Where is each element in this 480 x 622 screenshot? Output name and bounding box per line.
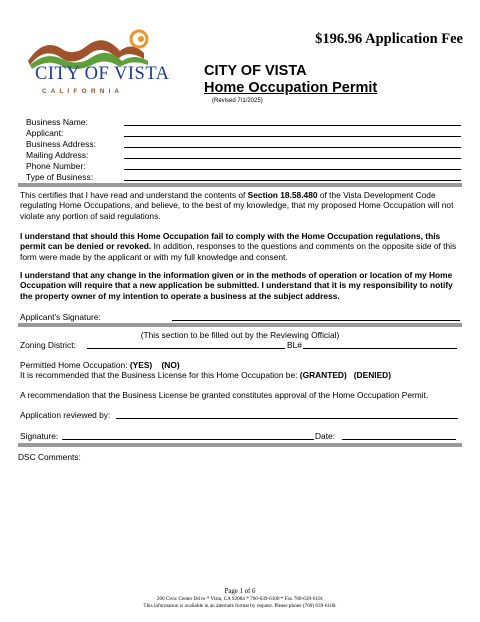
divider [18, 183, 462, 187]
business-address-line[interactable] [124, 147, 461, 148]
zoning-line[interactable] [87, 348, 285, 349]
field-label-business-name: Business Name: [26, 117, 88, 127]
dsc-comments-label: DSC Comments: [18, 452, 81, 462]
footer-note: This information is available in an alternate format by request. Please phone (760) 639-6100. [143, 603, 337, 609]
business-type-line[interactable] [124, 180, 461, 181]
recommend-row: It is recommended that the Business License for this Home Occupation be: (GRANTED) (DENIED) [20, 370, 391, 380]
reviewed-by-line[interactable] [116, 418, 458, 419]
approval-statement: A recommendation that the Business License be granted constitutes approval of the Home Occupation Permit. [20, 390, 429, 400]
doc-title: Home Occupation Permit [204, 80, 378, 96]
option-denied[interactable]: (DENIED) [353, 370, 391, 380]
revised-date: (Revised 7/1/2025) [212, 98, 263, 104]
bl-label: BL# [287, 340, 302, 350]
option-granted[interactable]: (GRANTED) [299, 370, 347, 380]
compliance-paragraph: I understand that should this Home Occupation fail to comply with the Home Occupation regulations, this permit can be denied or revoked. In addition, responses to the questions and comments on the opposite side of this form were made by the applicant or with my full knowledge and consent. [20, 231, 457, 262]
business-name-line[interactable] [124, 125, 461, 126]
official-note: (This section to be filled out by the Reviewing Official) [140, 330, 340, 340]
applicant-signature-label: Applicant's Signature: [20, 312, 101, 322]
applicant-signature-line[interactable] [172, 320, 460, 321]
doc-city: CITY OF VISTA [204, 63, 307, 79]
application-fee: $196.96 Application Fee [315, 31, 463, 47]
logo-city-name: CITY OF VISTA [35, 64, 170, 84]
field-label-business-type: Type of Business: [26, 172, 94, 182]
date-line[interactable] [342, 439, 456, 440]
zoning-label: Zoning District: [20, 340, 76, 350]
option-yes[interactable]: (YES) [129, 360, 153, 370]
divider [18, 323, 462, 327]
certification-paragraph: This certifies that I have read and understand the contents of Section 18.58.480 of the Vista Development Code regulating Home Occupations, and believe, to the best of my knowledge, that my proposed Home Occupation will not violate any portion of said regulations. [20, 190, 454, 221]
official-signature-line[interactable] [62, 439, 314, 440]
applicant-line[interactable] [124, 136, 461, 137]
change-paragraph: I understand that any change in the information given or in the methods of operation or location of my Home Occupation will require that a new application be submitted. I understand that it is my responsibility to notify the property owner of my intention to operate a business at the subject address. [20, 270, 453, 301]
footer-address: 200 Civic Center Drive * Vista, CA 92084 * 760-639-6100 * Fax 760-639-6101 [156, 596, 324, 602]
city-logo [22, 27, 172, 99]
date-label: Date: [315, 431, 336, 441]
field-label-mailing-address: Mailing Address: [26, 150, 89, 160]
field-label-phone: Phone Number: [26, 161, 86, 171]
bl-line[interactable] [303, 348, 457, 349]
option-no[interactable]: (NO) [161, 360, 180, 370]
reviewed-by-label: Application reviewed by: [20, 410, 111, 420]
logo-state: C A L I F O R N I A [42, 88, 121, 95]
signature-label: Signature: [20, 431, 59, 441]
permitted-row: Permitted Home Occupation: (YES) (NO) [20, 360, 180, 370]
phone-line[interactable] [124, 169, 461, 170]
mailing-address-line[interactable] [124, 158, 461, 159]
page-number: Page 1 of 6 [224, 588, 256, 595]
field-label-business-address: Business Address: [26, 139, 96, 149]
field-label-applicant: Applicant: [26, 128, 64, 138]
divider [18, 443, 462, 447]
